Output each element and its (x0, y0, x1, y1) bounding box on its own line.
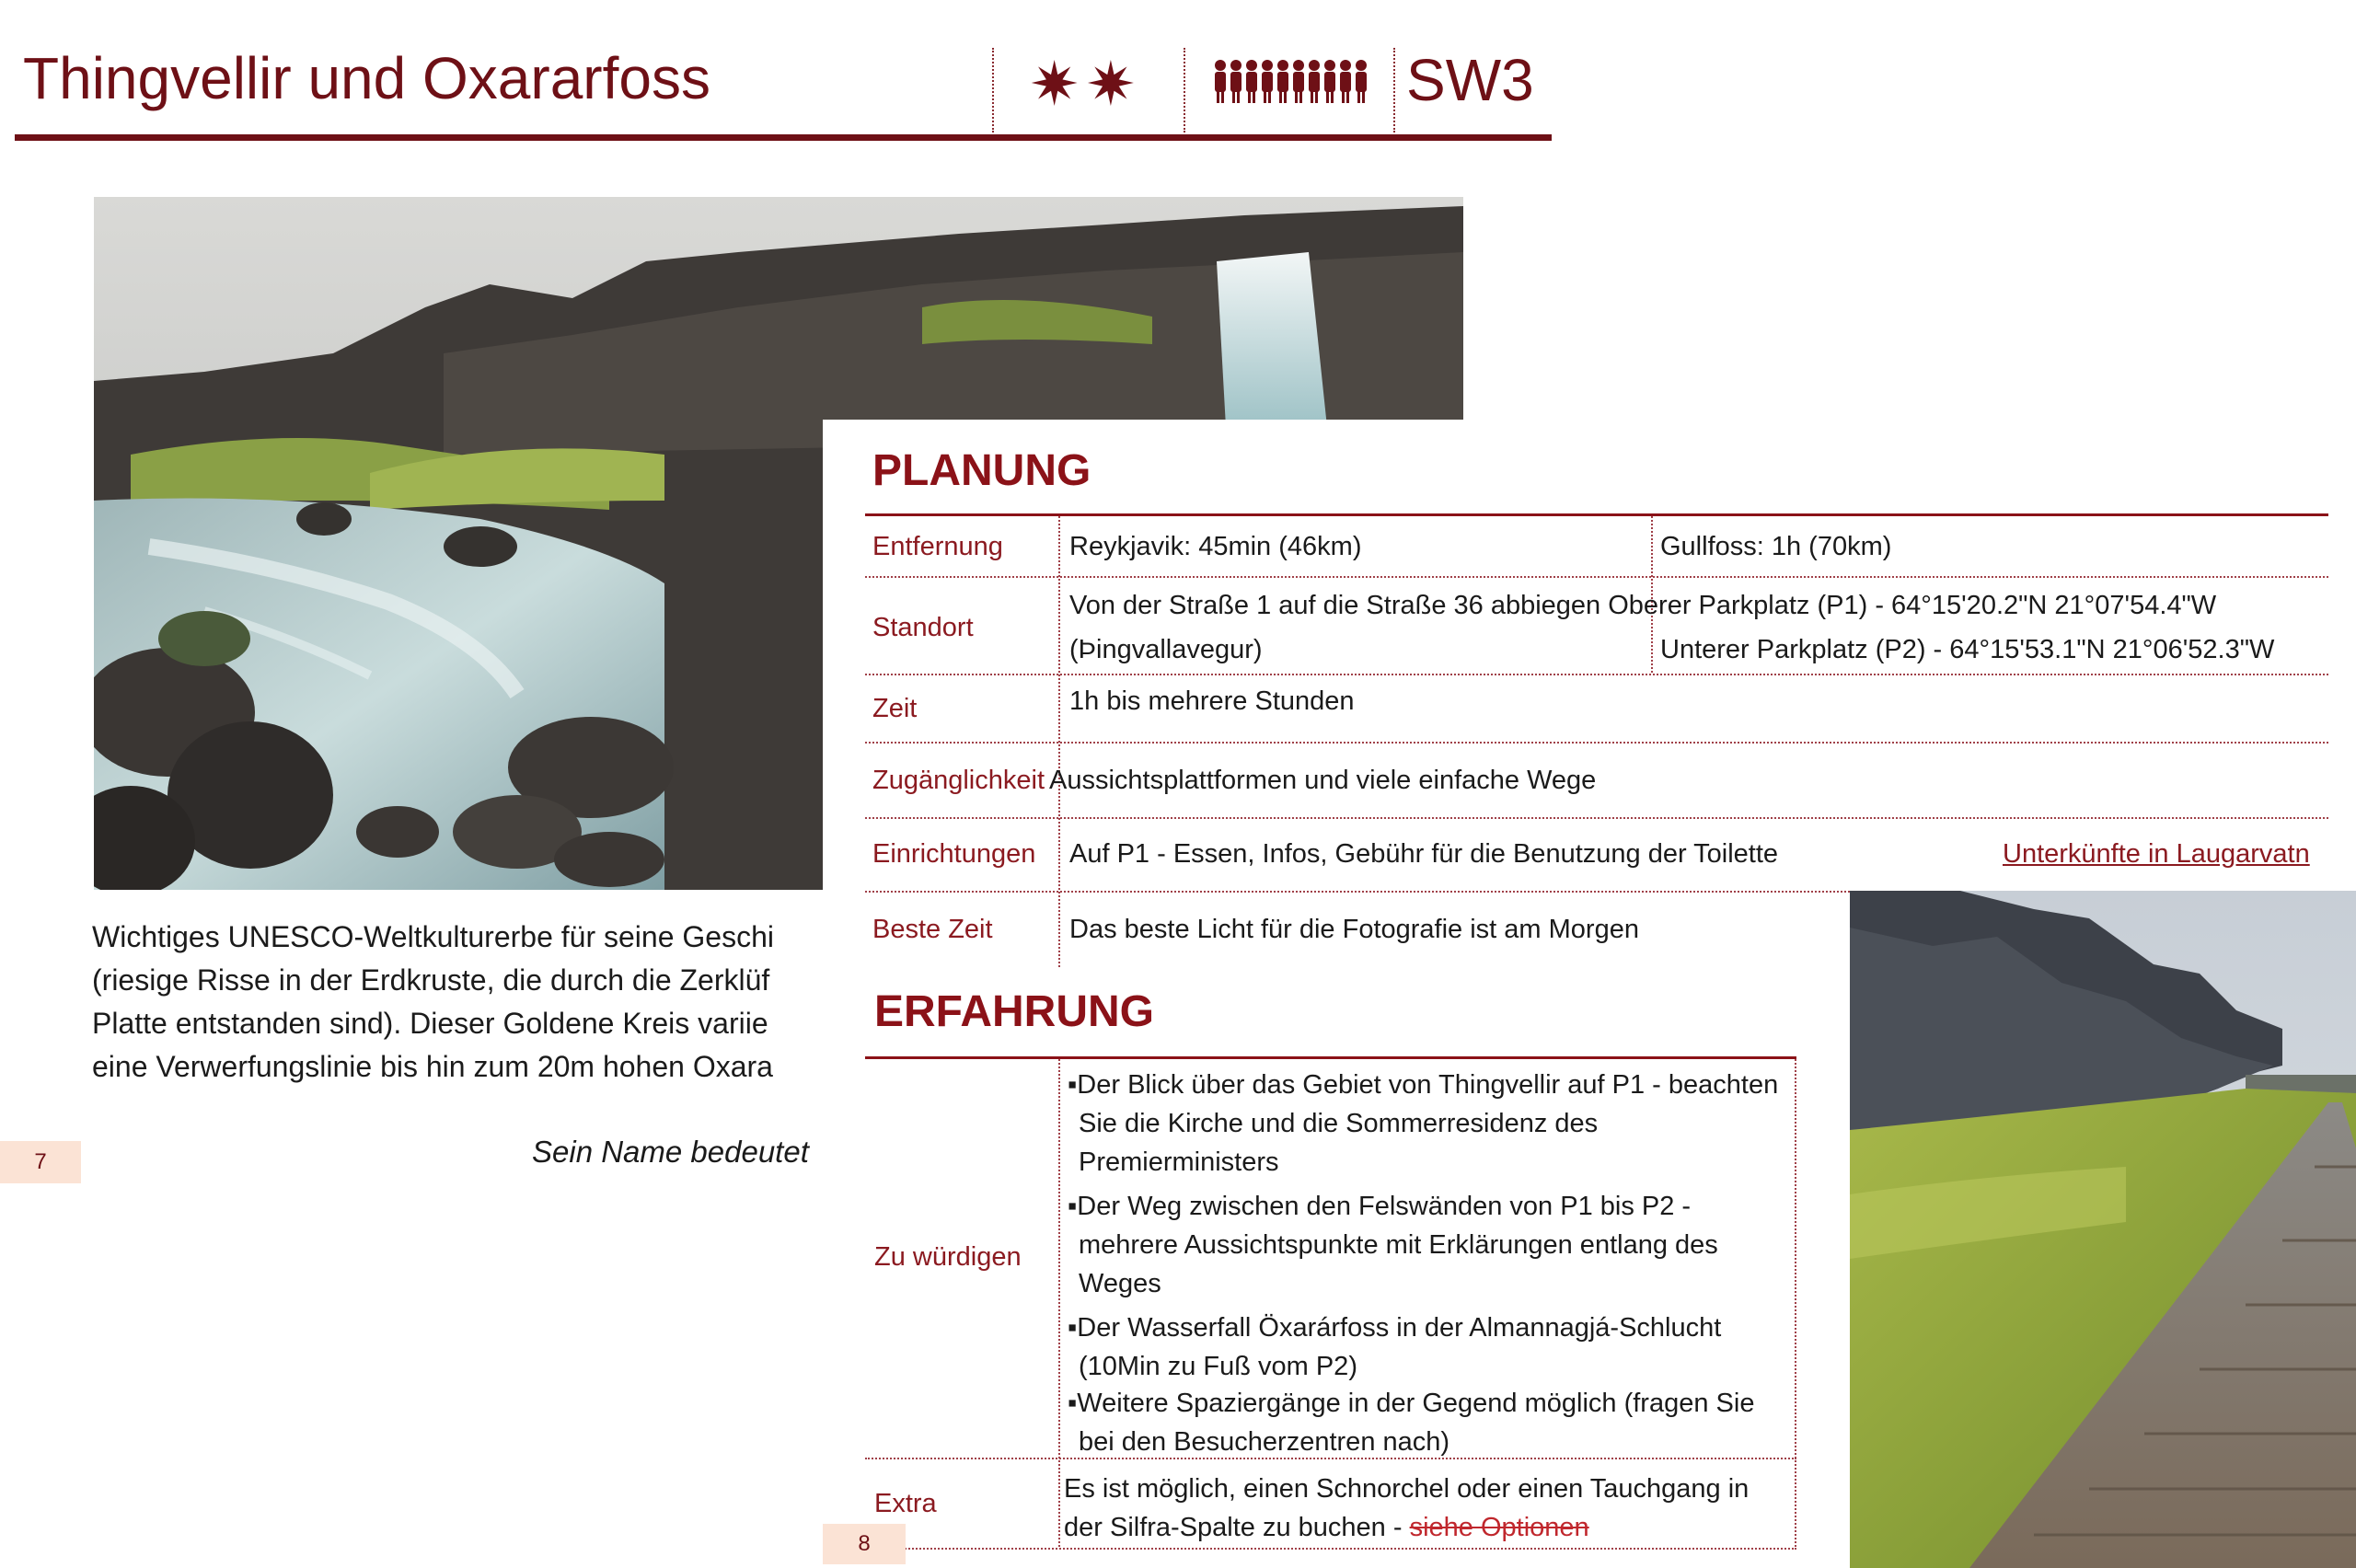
extra-info-line (1064, 1513, 1589, 1543)
table-column-divider (1795, 1059, 1796, 1547)
region-code: SW3 (1406, 47, 1534, 113)
accessibility-info: Aussichtsplattformen und viele einfache Wege (1049, 766, 1597, 795)
bullet-line: mehrere Aussichtspunkte mit Erklärungen entlang des (1079, 1230, 1718, 1260)
extra-info-line: Es ist möglich, einen Schnorchel oder einen Tauchgang in (1064, 1474, 1750, 1504)
distance-gullfoss: Gullfoss: 1h (70km) (1660, 532, 1892, 561)
row-label-einrichtungen: Einrichtungen (872, 839, 1036, 869)
highlight-bullet (1068, 1384, 1795, 1461)
location-road-name: (Þingvallavegur) (1069, 635, 1263, 664)
boardwalk-canyon-photo (1850, 891, 2356, 1568)
bullet-line: (10Min zu Fuß vom P2) (1079, 1352, 1357, 1381)
accommodations-link[interactable]: Unterkünfte in Laugarvatn (2003, 839, 2310, 869)
page-number: 8 (823, 1524, 906, 1564)
extra-info-text: der Silfra-Spalte zu buchen - (1064, 1513, 1410, 1542)
row-divider (865, 1548, 1796, 1550)
row-label-entfernung: Entfernung (872, 532, 1003, 561)
facilities-info: Auf P1 - Essen, Infos, Gebühr für die Benutzung der Toilette (1069, 839, 1779, 869)
row-divider (865, 817, 2328, 819)
options-link[interactable]: siehe Optionen (1409, 1513, 1589, 1542)
bullet-line: ▪Der Weg zwischen den Felswänden von P1 bis P2 - (1068, 1192, 1692, 1221)
row-divider (865, 674, 2328, 675)
bullet-line: Sie die Kirche und die Sommerresidenz des (1079, 1109, 1599, 1138)
erfahrung-rule (865, 1056, 1796, 1059)
highlight-bullet (1068, 1309, 1795, 1386)
crowd-level-icon (1213, 59, 1369, 105)
header-divider (1184, 48, 1185, 133)
rating-stars-icon: ✷✷ (1029, 50, 1142, 118)
intro-line: eine Verwerfungslinie bis hin zum 20m hohen Oxara (92, 1050, 773, 1083)
distance-reykjavik: Reykjavik: 45min (46km) (1069, 532, 1362, 561)
intro-paragraph (92, 916, 828, 1089)
location-lower-parking: Unterer Parkplatz (P2) - 64°15'53.1"N 21°06'52.3"W (1660, 635, 2275, 664)
intro-line: Wichtiges UNESCO-Weltkulturerbe für seine Geschi (92, 920, 774, 953)
planung-rule (865, 513, 2328, 516)
bullet-line: ▪Weitere Spaziergänge in der Gegend möglich (fragen Sie (1068, 1389, 1755, 1418)
table-column-divider (1058, 1059, 1060, 1547)
intro-line: (riesige Risse in der Erdkruste, die durch die Zerklüf (92, 963, 770, 997)
row-divider (865, 1458, 1796, 1459)
page-number: 7 (0, 1141, 81, 1183)
row-label-standort: Standort (872, 613, 974, 642)
bullet-line: ▪Der Wasserfall Öxarárfoss in der Almannagjá-Schlucht (1068, 1313, 1722, 1343)
title-underline (15, 134, 1552, 141)
best-time-info: Das beste Licht für die Fotografie ist am Morgen (1069, 915, 1639, 944)
bullet-line: Premierministers (1079, 1147, 1279, 1177)
time-needed: 1h bis mehrere Stunden (1069, 686, 1355, 716)
row-label-zeit: Zeit (872, 694, 918, 723)
location-directions: Von der Straße 1 auf die Straße 36 abbiegen Oberer Parkplatz (P1) - 64°15'20.2"N 21°07'54.4"W (1069, 591, 2217, 620)
row-label-zu-wuerdigen: Zu würdigen (874, 1242, 1022, 1272)
bullet-line: bei den Besucherzentren nach) (1079, 1427, 1450, 1457)
row-divider (865, 576, 2328, 578)
bullet-line: Weges (1079, 1269, 1161, 1298)
row-label-extra: Extra (874, 1489, 937, 1518)
row-label-zugaenglichkeit: Zugänglichkeit (872, 766, 1045, 795)
header-divider (992, 48, 994, 133)
header-divider (1393, 48, 1395, 133)
planung-heading: PLANUNG (872, 446, 1091, 495)
intro-line: Platte entstanden sind). Dieser Goldene Kreis variie (92, 1007, 768, 1040)
page-title: Thingvellir und Oxararfoss (23, 45, 710, 111)
erfahrung-heading: ERFAHRUNG (874, 987, 1155, 1036)
highlight-bullet (1068, 1066, 1795, 1182)
name-meaning-quote: Sein Name bedeutet (532, 1135, 809, 1169)
row-divider (865, 742, 2328, 744)
highlight-bullet (1068, 1187, 1795, 1303)
row-label-beste-zeit: Beste Zeit (872, 915, 993, 944)
bullet-line: ▪Der Blick über das Gebiet von Thingvellir auf P1 - beachten (1068, 1070, 1779, 1100)
